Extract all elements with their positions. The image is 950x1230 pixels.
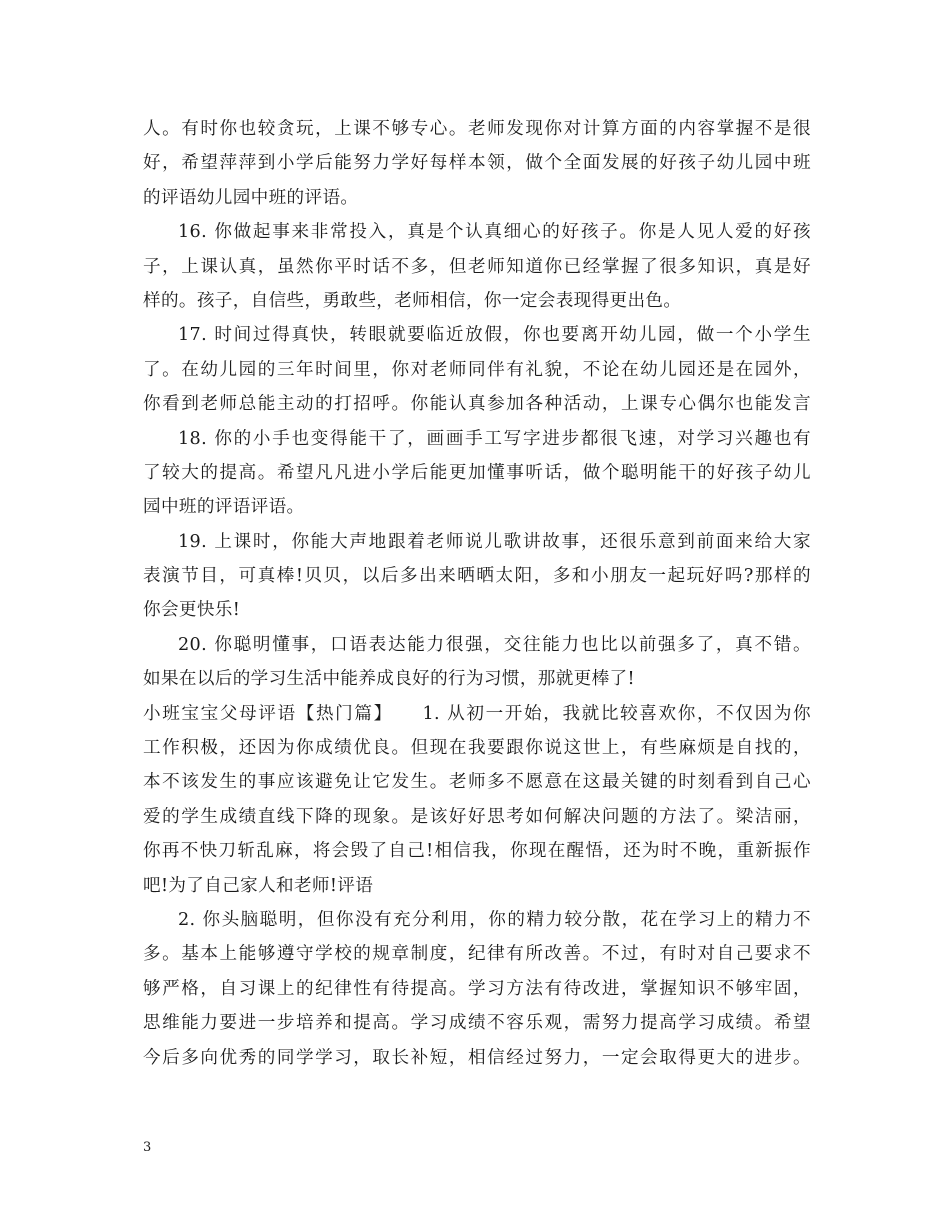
text-line: 19. 上课时，你能大声地跟着老师说儿歌讲故事，还很乐意到前面来给大家: [178, 531, 811, 552]
text-line: 好，希望萍萍到小学后能努力学好每样本领，做个全面发展的好孩子幼儿园中班: [143, 153, 811, 174]
text-line: 够严格，自习课上的纪律性有待提高。学习方法有待改进，掌握知识不够牢固，: [143, 978, 811, 999]
text-line: 18. 你的小手也变得能干了，画画手工写字进步都很飞速，对学习兴趣也有: [178, 428, 811, 449]
document-body: [143, 112, 811, 1075]
text-line: 17. 时间过得真快，转眼就要临近放假，你也要离开幼儿园，做一个小学生: [178, 325, 811, 346]
text-line: 你会更快乐!: [143, 600, 241, 621]
text-line: 16. 你做起事来非常投入，真是个认真细心的好孩子。你是人见人爱的好孩: [178, 222, 811, 243]
text-line: 的评语幼儿园中班的评语。: [143, 187, 359, 208]
text-line: 你看到老师总能主动的打招呼。你能认真参加各种活动，上课专心偶尔也能发言: [143, 394, 811, 415]
page-number: 3: [143, 1140, 152, 1155]
text-line: 了。在幼儿园的三年时间里，你对老师同伴有礼貌，不论在幼儿园还是在园外，: [143, 359, 811, 380]
text-line: 你再不快刀斩乱麻，将会毁了自己!相信我，你现在醒悟，还为时不晚，重新振作: [143, 841, 811, 862]
text-line: 今后多向优秀的同学学习，取长补短，相信经过努力，一定会取得更大的进步。: [143, 1047, 811, 1068]
text-line: 工作积极，还因为你成绩优良。但现在我要跟你说这世上，有些麻烦是自找的，: [143, 738, 811, 759]
text-line: 爱的学生成绩直线下降的现象。是该好好思考如何解决问题的方法了。梁洁丽，: [143, 806, 811, 827]
text-line: 2. 你头脑聪明，但你没有充分利用，你的精力较分散，花在学习上的精力不: [178, 909, 811, 930]
text-line: 小班宝宝父母评语【热门篇】 1. 从初一开始，我就比较喜欢你，不仅因为你: [143, 703, 811, 724]
text-line: 样的。孩子，自信些，勇敢些，老师相信，你一定会表现得更出色。: [143, 290, 682, 311]
text-line: 思维能力要进一步培养和提高。学习成绩不容乐观，需努力提高学习成绩。希望: [143, 1013, 811, 1034]
text-line: 了较大的提高。希望凡凡进小学后能更加懂事听话，做个聪明能干的好孩子幼儿: [143, 462, 811, 483]
text-line: 园中班的评语评语。: [143, 497, 305, 518]
text-line: 子，上课认真，虽然你平时话不多，但老师知道你已经掌握了很多知识，真是好: [143, 256, 811, 277]
text-line: 20. 你聪明懂事，口语表达能力很强，交往能力也比以前强多了，真不错。: [178, 634, 811, 655]
text-line: 多。基本上能够遵守学校的规章制度，纪律有所改善。不过，有时对自己要求不: [143, 944, 811, 965]
text-line: 吧!为了自己家人和老师!评语: [143, 875, 374, 896]
text-line: 本不该发生的事应该避免让它发生。老师多不愿意在这最关键的时刻看到自己心: [143, 772, 811, 793]
text-line: 如果在以后的学习生活中能养成良好的行为习惯，那就更棒了!: [143, 669, 635, 690]
text-line: 表演节目，可真棒!贝贝，以后多出来晒晒太阳，多和小朋友一起玩好吗?那样的: [143, 566, 811, 587]
text-line: 人。有时你也较贪玩，上课不够专心。老师发现你对计算方面的内容掌握不是很: [143, 119, 811, 139]
